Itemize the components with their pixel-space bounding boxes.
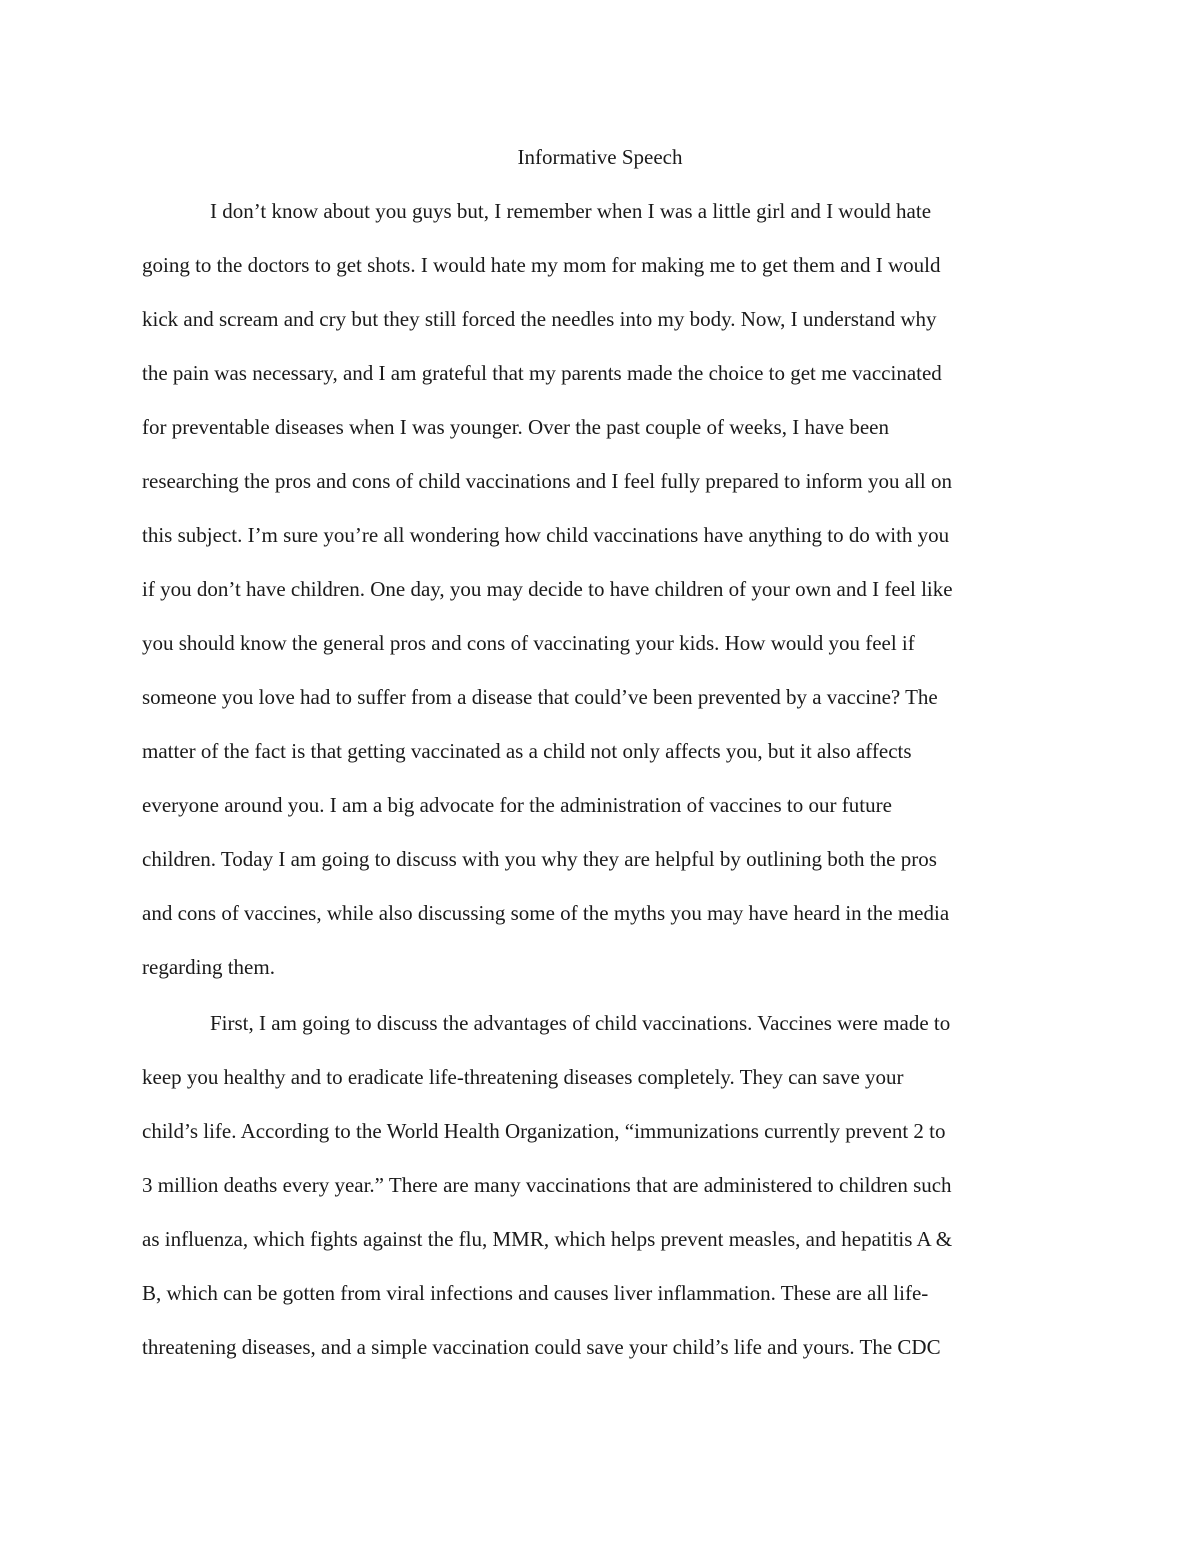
paragraph-2-line-6: B, which can be gotten from viral infections and causes liver inflammation. These are all life- (142, 1281, 929, 1305)
paragraph-1-line-10: someone you love had to suffer from a disease that could’ve been prevented by a vaccine? The (142, 685, 938, 709)
paragraph-1-line-9: you should know the general pros and cons of vaccinating your kids. How would you feel if (142, 631, 915, 655)
paragraph-1-line-12: everyone around you. I am a big advocate for the administration of vaccines to our future (142, 793, 892, 817)
paragraph-1-line-1: I don’t know about you guys but, I remember when I was a little girl and I would hate (210, 199, 932, 223)
paragraph-1-line-13: children. Today I am going to discuss with you why they are helpful by outlining both the pros (142, 847, 937, 871)
paragraph-2-line-1: First, I am going to discuss the advantages of child vaccinations. Vaccines were made to (210, 1011, 951, 1035)
paragraph-1-line-6: researching the pros and cons of child vaccinations and I feel fully prepared to inform you all on (142, 469, 952, 493)
paragraph-2-line-4: 3 million deaths every year.” There are many vaccinations that are administered to children such (142, 1173, 952, 1197)
paragraph-1-line-8: if you don’t have children. One day, you may decide to have children of your own and I feel like (142, 577, 953, 601)
paragraph-1-line-14: and cons of vaccines, while also discussing some of the myths you may have heard in the media (142, 901, 950, 925)
paragraph-1-line-2: going to the doctors to get shots. I would hate my mom for making me to get them and I would (142, 253, 941, 277)
paragraph-2-line-3: child’s life. According to the World Health Organization, “immunizations currently prevent 2 to (142, 1119, 946, 1143)
paragraph-2-line-2: keep you healthy and to eradicate life-threatening diseases completely. They can save your (142, 1065, 904, 1089)
paragraph-1-line-7: this subject. I’m sure you’re all wondering how child vaccinations have anything to do with you (142, 523, 950, 547)
paragraph-2-line-7: threatening diseases, and a simple vaccination could save your child’s life and yours. The CDC (142, 1335, 941, 1359)
paragraph-2-line-5: as influenza, which fights against the flu, MMR, which helps prevent measles, and hepatitis A & (142, 1227, 953, 1251)
paragraph-1-line-4: the pain was necessary, and I am grateful that my parents made the choice to get me vaccinated (142, 361, 942, 385)
document-title: Informative Speech (517, 145, 683, 169)
paragraph-1-line-11: matter of the fact is that getting vaccinated as a child not only affects you, but it also affects (142, 739, 912, 763)
paragraph-1-line-5: for preventable diseases when I was younger. Over the past couple of weeks, I have been (142, 415, 889, 439)
paragraph-1-line-15: regarding them. (142, 955, 275, 979)
paragraph-1-line-3: kick and scream and cry but they still forced the needles into my body. Now, I understand why (142, 307, 937, 331)
